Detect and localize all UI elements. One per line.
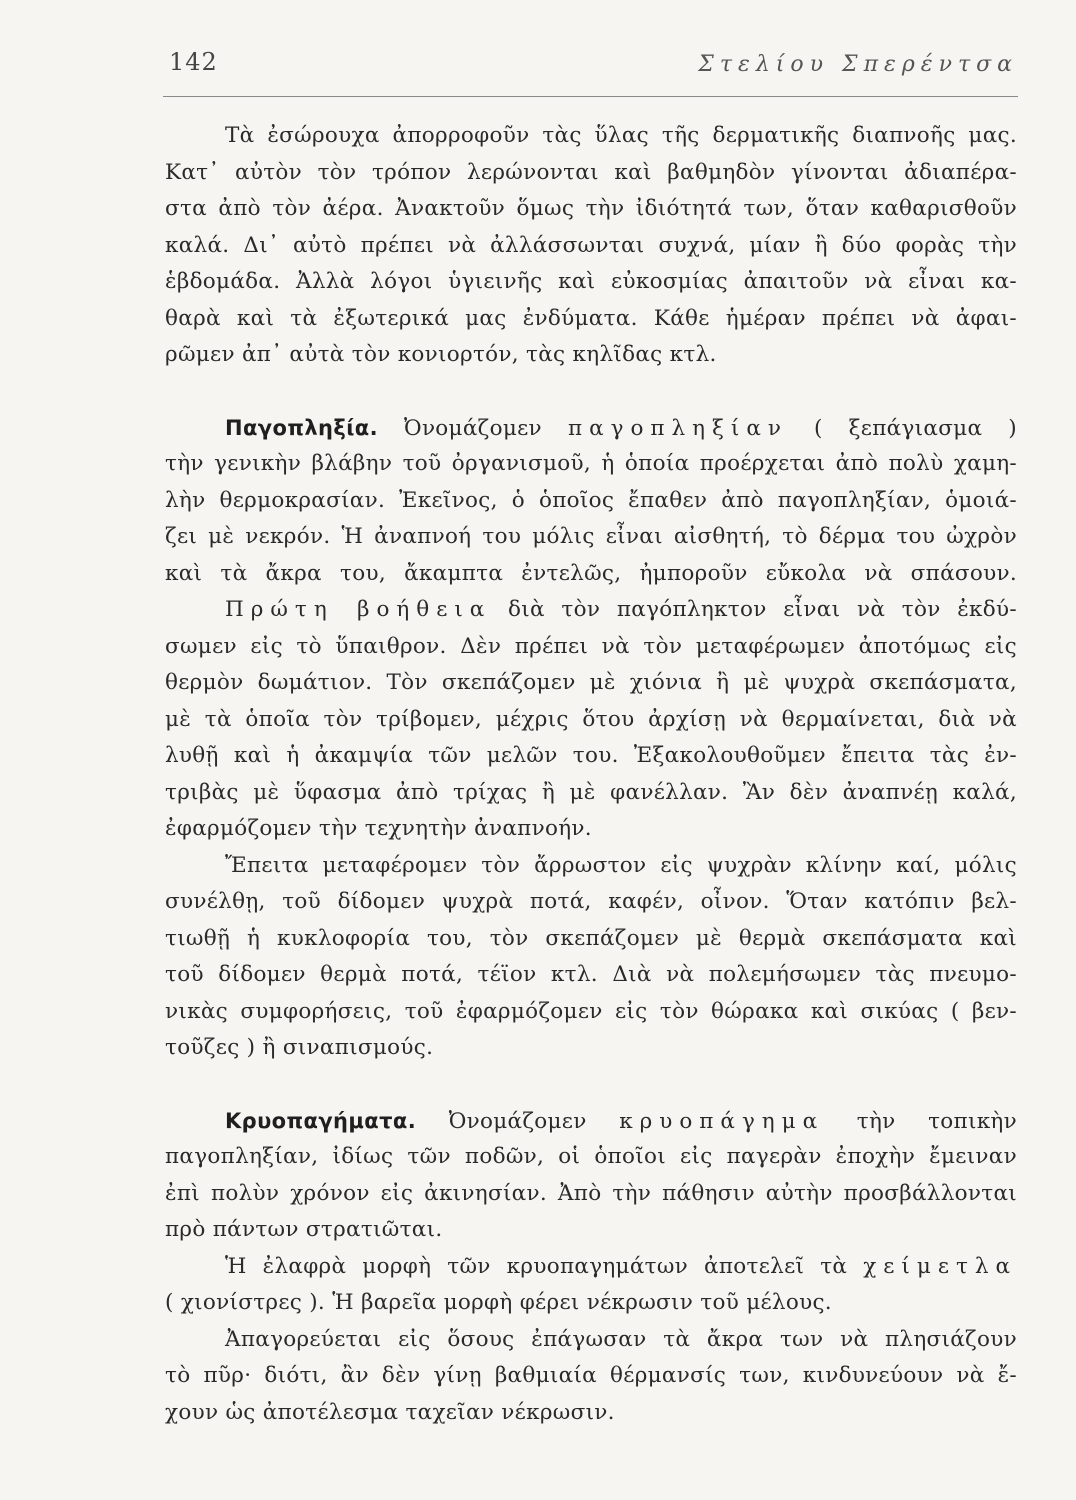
first-aid-line (165, 592, 1017, 629)
text-line: ἐφαρμόζομεν τὴν τεχνητὴν ἀναπνοήν. (165, 816, 592, 841)
paragraph-gap (165, 1067, 1017, 1103)
heading-intro: Ὀνομάζομεν (448, 1108, 587, 1134)
text-line: καὶ τὰ ἄκρα του, ἄκαμπτα ἐντελῶς, ἠμποροῦν εὔκολα νὰ σπάσουν. (165, 560, 1017, 586)
body-text (165, 118, 1017, 1431)
paragraph-underclothes (165, 118, 1017, 374)
text-line: Ἀπαγορεύεται εἰς ὅσους ἐπάγωσαν τὰ ἄκρα των νὰ πλησιάζουν (225, 1326, 1017, 1352)
text-line: τοῦζες ) ἢ σιναπισμούς. (165, 1035, 434, 1060)
first-aid-rest: διὰ τὸν παγόπληκτον εἶναι νὰ τὸν ἐκδύ- (507, 597, 1017, 622)
text-line: λυθῇ καὶ ἡ ἀκαμψία τῶν μελῶν του. Ἐξακολουθοῦμεν ἔπειτα τὰς ἐν- (165, 743, 1017, 768)
text-line: τιωθῇ ἡ κυκλοφορία του, τὸν σκεπάζομεν μὲ θερμὰ σκεπάσματα καὶ (165, 925, 1017, 951)
text-line: πρὸ πάντων στρατιῶται. (165, 1217, 443, 1242)
text-line: παγοπληξίαν, ἰδίως τῶν ποδῶν, οἱ ὁποῖοι εἰς παγερὰν ἐποχὴν ἔμειναν (165, 1144, 1017, 1169)
text-line: Κατ᾽ αὐτὸν τὸν τρόπον λερώνονται καὶ βαθμηδὸν γίνονται ἀδιαπέρα- (165, 159, 1017, 185)
paragraph-gap (165, 374, 1017, 410)
spaced-term: παγοπληξίαν (567, 415, 788, 441)
spaced-term: Πρώτη βοήθεια (225, 597, 492, 622)
text-line: ρῶμεν ἀπ᾽ αὐτὰ τὸν κονιορτόν, τὰς κηλῖδας κτλ. (165, 342, 717, 367)
section-heading: Κρυοπαγήματα. (225, 1108, 417, 1133)
text-line: συνέλθῃ, τοῦ δίδομεν ψυχρὰ ποτά, καφέν, οἶνον. Ὅταν κατόπιν βελ- (165, 889, 1017, 914)
text-line: τὸ πῦρ· διότι, ἂν δὲν γίνῃ βαθμιαία θέρμανσίς των, κινδυνεύουν νὰ ἔ- (165, 1363, 1017, 1388)
text-line: ἑβδομάδα. Ἀλλὰ λόγοι ὑγιεινῆς καὶ εὐκοσμίας ἀπαιτοῦν νὰ εἶναι κα- (165, 269, 1017, 294)
running-head: Στελίου Σπερέντσα (698, 52, 1018, 77)
text-line: τὴν γενικὴν βλάβην τοῦ ὀργανισμοῦ, ἡ ὁποία προέρχεται ἀπὸ πολὺ χαμη- (165, 451, 1017, 476)
text-line: λὴν θερμοκρασίαν. Ἐκεῖνος, ὁ ὁποῖος ἔπαθεν ἀπὸ παγοπληξίαν, ὁμοιά- (165, 487, 1017, 513)
section-heading: Παγοπληξία. (225, 415, 378, 440)
text-line: θερμὸν δωμάτιον. Τὸν σκεπάζομεν μὲ χιόνια ἢ μὲ ψυχρὰ σκεπάσματα, (165, 670, 1017, 695)
section-heading-line (165, 1103, 1017, 1140)
heading-intro: Ὀνομάζομεν (404, 415, 542, 441)
section-heading-line (165, 410, 1017, 447)
text-line: στα ἀπὸ τὸν ἀέρα. Ἀνακτοῦν ὅμως τὴν ἰδιότητά των, ὅταν καθαρισθοῦν (165, 196, 1017, 221)
text-line: ζει μὲ νεκρόν. Ἡ ἀναπνοή του μόλις εἶναι αἰσθητή, τὸ δέρμα του ὠχρὸν (165, 524, 1017, 549)
term-gloss: ( ξεπάγιασμα ) (813, 415, 1017, 441)
text-line: Ἔπειτα μεταφέρομεν τὸν ἄρρωστον εἰς ψυχρὰν κλίνην καί, μόλις (225, 852, 1017, 878)
text-line: νικὰς συμφορήσεις, τοῦ ἐφαρμόζομεν εἰς τὸν θώρακα καὶ σικύας ( βεν- (165, 998, 1017, 1024)
text-line: τοῦ δίδομεν θερμὰ ποτά, τέϊον κτλ. Διὰ νὰ πολεμήσωμεν τὰς πνευμο- (165, 962, 1017, 987)
text-line: χουν ὡς ἀποτέλεσμα ταχεῖαν νέκρωσιν. (165, 1399, 615, 1425)
text-line: Τὰ ἐσώρουχα ἀπορροφοῦν τὰς ὕλας τῆς δερματικῆς διαπνοῆς μας. (225, 123, 1017, 148)
page-number: 142 (169, 48, 218, 76)
text-line: μὲ τὰ ὁποῖα τὸν τρίβομεν, μέχρις ὅτου ἀρχίσῃ νὰ θερμαίνεται, διὰ νὰ (165, 706, 1017, 732)
spaced-term: χείμετλα (863, 1253, 1017, 1279)
text-line: καλά. Δι᾽ αὐτὸ πρέπει νὰ ἀλλάσσωνται συχνά, μίαν ἢ δύο φορὰς τὴν (165, 232, 1017, 258)
text-line: σωμεν εἰς τὸ ὕπαιθρον. Δὲν πρέπει νὰ τὸν μεταφέρωμεν ἀποτόμως εἰς (165, 633, 1017, 659)
spaced-term: κρυοπάγημα (619, 1108, 825, 1134)
heading-intro-rest: τὴν τοπικὴν (856, 1108, 1017, 1134)
header-rule (163, 96, 1018, 97)
mild-form-text: Ἡ ἐλαφρὰ μορφὴ τῶν κρυοπαγημάτων ἀποτελεῖ τὰ (225, 1253, 848, 1279)
section-chilblains (165, 1103, 1017, 1432)
text-line: ἐπὶ πολὺν χρόνον εἰς ἀκινησίαν. Ἀπὸ τὴν πάθησιν αὐτὴν προσβάλλονται (165, 1180, 1017, 1206)
page-header (163, 48, 1018, 88)
section-frostbite (165, 410, 1017, 1067)
text-line: ( χιονίστρες ). Ἡ βαρεῖα μορφὴ φέρει νέκρωσιν τοῦ μέλους. (165, 1290, 832, 1315)
text-line: τριβὰς μὲ ὕφασμα ἀπὸ τρίχας ἢ μὲ φανέλλαν. Ἂν δὲν ἀναπνέῃ καλά, (165, 779, 1017, 805)
mild-form-line (165, 1249, 1017, 1286)
text-line: θαρὰ καὶ τὰ ἐξωτερικά μας ἐνδύματα. Κάθε ἡμέραν πρέπει νὰ ἀφαι- (165, 305, 1017, 331)
